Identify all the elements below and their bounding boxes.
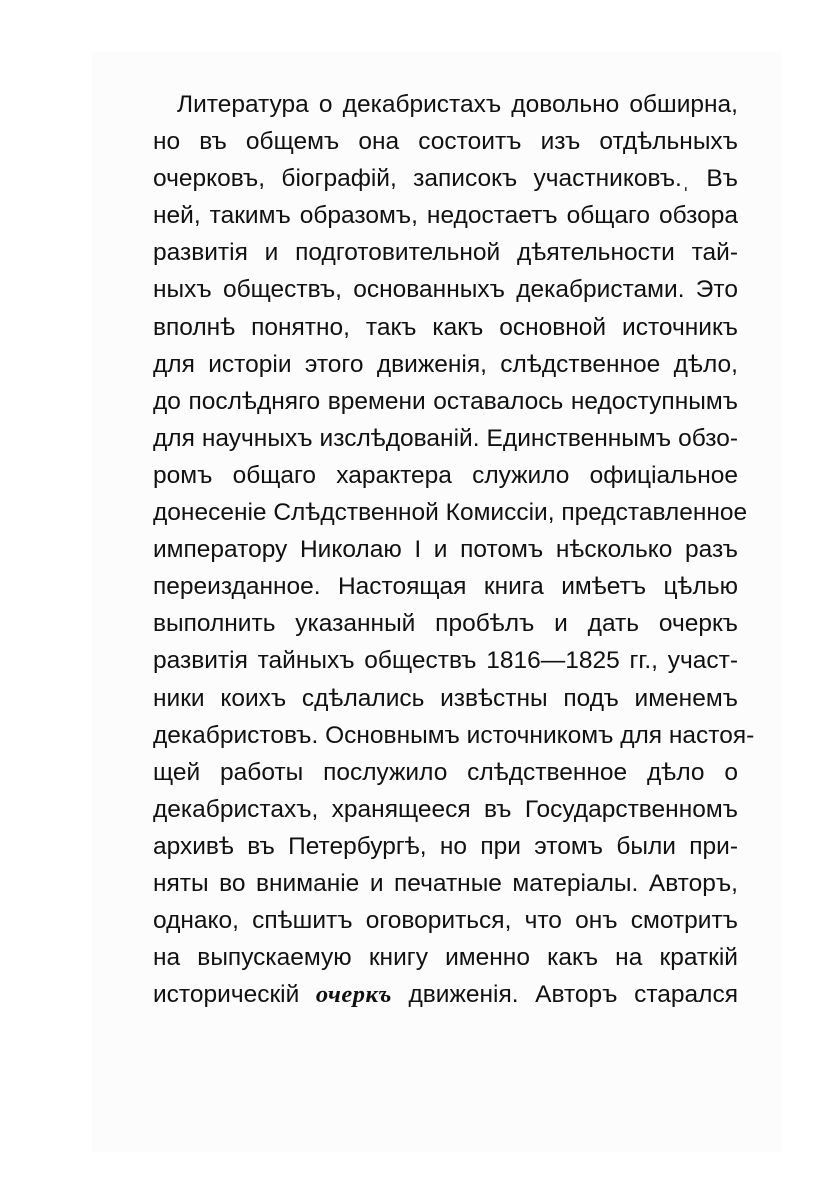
text-line: няты во вниманіе и печатные матеріалы. Авторъ, (153, 869, 738, 897)
text-line: ромъ общаго характера служило офиціальное (153, 461, 738, 489)
emphasized-word: очеркъ (315, 981, 392, 1009)
text-fragment: движенія. Авторъ старался (391, 981, 738, 1009)
text-fragment: историческій (153, 981, 316, 1009)
text-line: развитія и подготовительной дѣятельности тай- (153, 239, 738, 267)
text-line: императору Николаю I и потомъ нѣсколько разъ (153, 536, 738, 564)
text-line: очерковъ, біографій, записокъ участниковъ.ˌ Въ (153, 165, 738, 193)
text-line: до послѣдняго времени оставалось недоступнымъ (153, 387, 738, 415)
text-line-last (153, 976, 738, 1013)
text-line: ней, такимъ образомъ, недостаетъ общаго обзора (153, 202, 738, 230)
text-line: для научныхъ изслѣдованій. Единственнымъ обзо- (153, 424, 738, 452)
text-line: декабристовъ. Основнымъ источникомъ для настоя- (153, 721, 755, 749)
text-line: донесеніе Слѣдственной Комиссіи, представленное (153, 499, 748, 527)
text-line: развитія тайныхъ обществъ 1816—1825 гг., участ- (153, 647, 738, 675)
text-line: щей работы послужило слѣдственное дѣло о (153, 758, 738, 786)
text-line: ники коихъ сдѣлались извѣстны подъ именемъ (153, 684, 738, 712)
body-text (153, 86, 755, 1013)
text-line: на выпускаемую книгу именно какъ на краткій (153, 944, 738, 972)
text-line: Литература о декабристахъ довольно обширна, (177, 91, 738, 118)
text-line: выполнить указанный пробѣлъ и дать очеркъ (153, 610, 738, 638)
text-line: вполнѣ понятно, такъ какъ основной источникъ (153, 313, 738, 341)
text-line: но въ общемъ она состоитъ изъ отдѣльныхъ (153, 128, 738, 156)
text-line: архивѣ въ Петербургѣ, но при этомъ были при- (153, 832, 738, 860)
text-line: декабристахъ, хранящееся въ Государственномъ (153, 795, 738, 823)
text-line: ныхъ обществъ, основанныхъ декабристами. Это (153, 276, 738, 304)
text-line: переизданное. Настоящая книга имѣетъ цѣлью (153, 573, 738, 601)
text-line: для исторіи этого движенія, слѣдственное дѣло, (153, 350, 738, 378)
text-line: однако, спѣшитъ оговориться, что онъ смотритъ (153, 907, 738, 935)
